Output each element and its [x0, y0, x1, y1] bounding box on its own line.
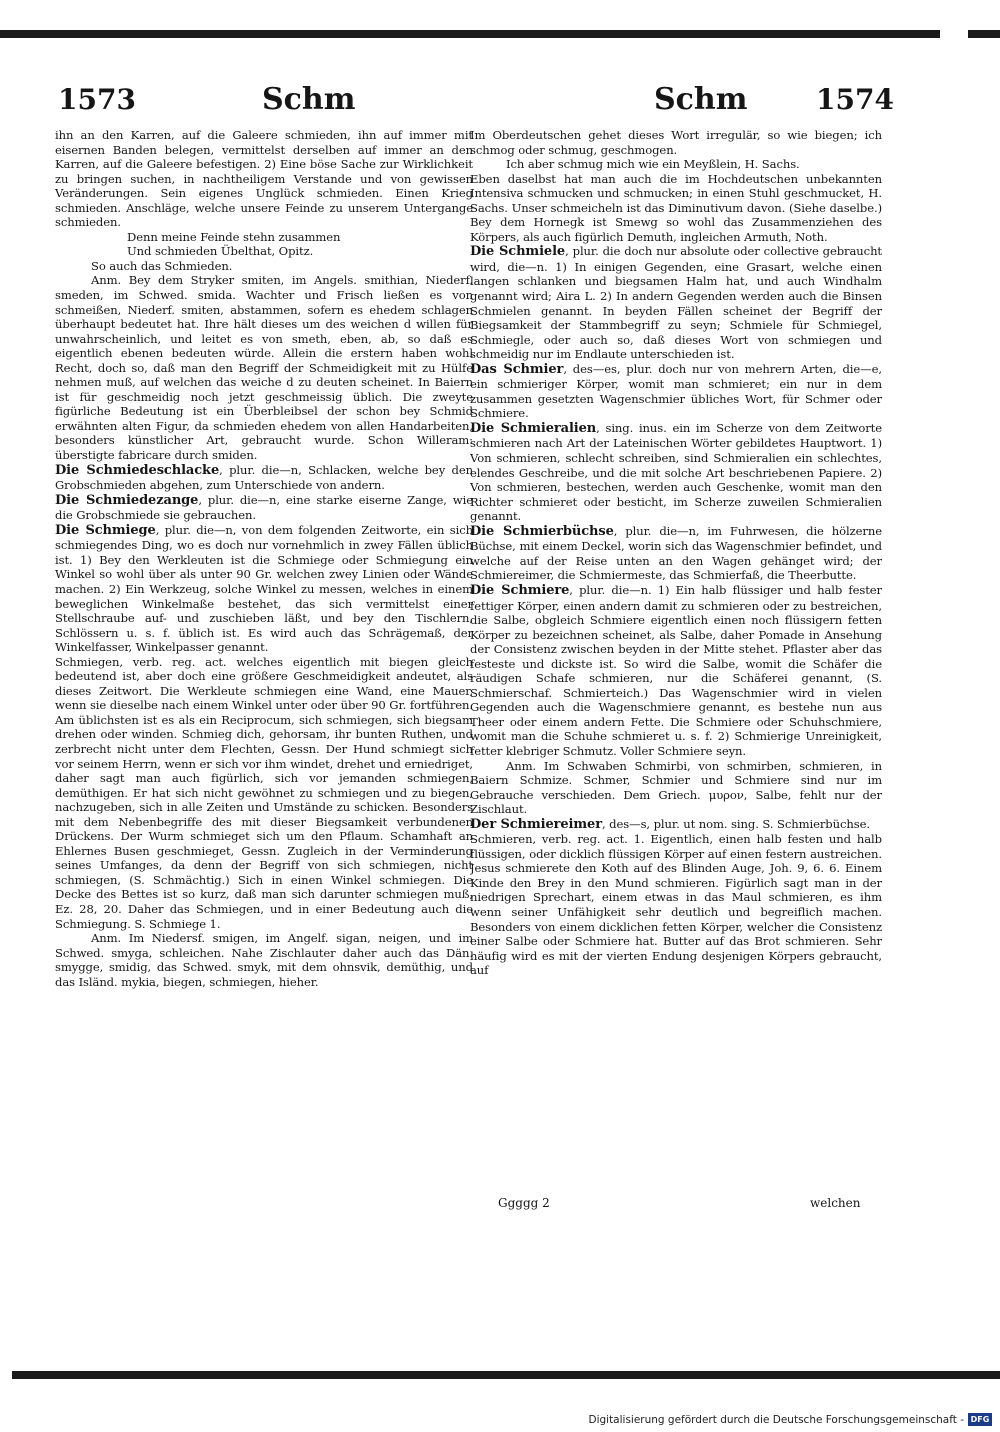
dictionary-paragraph [470, 244, 882, 361]
entry-headword: Die Schmieralien [470, 420, 597, 436]
left-text-column [55, 128, 473, 1218]
entry-headword: Die Schmiege [55, 522, 156, 538]
dictionary-paragraph: Im Oberdeutschen gehet dieses Wort irregulär, so wie biegen; ich schmog oder schmug, geschmogen. [470, 128, 882, 157]
left-page-number: 1573 [58, 83, 136, 116]
bottom-border-bar [12, 1371, 1000, 1379]
right-page-number: 1574 [816, 83, 894, 116]
entry-body: , plur. die—n. 1) Ein halb flüssiger und halb fester fettiger Körper, einen andern damit zu schmieren oder zu bestreichen, die Salbe, obgleich Schmiere eigentlich einen noch flüssigern fetten Körper zu bezeichnen scheinet, als Salbe, daher Pomade in Ansehung der Consistenz zwischen beyden in der Mitte stehet. Pflaster aber das festeste und dickste ist. So wird die Salbe, womit die Schäfer die räudigen Schafe schmieren, nur die Schäferei genannt, (S. Schmierschaf. Schmierteich.) Das Wagenschmier wird in vielen Gegenden auch die Wagenschmiere genannt, es bestehe nun aus Theer oder einem andern Fette. Die Schmiere oder Schuhschmiere, womit man die Schuhe schmieret u. s. f. 2) Schmierige Unreinigkeit, fetter klebriger Schmutz. Voller Schmiere seyn. [470, 582, 882, 758]
entry-headword: Die Schmiedezange [55, 492, 199, 508]
dictionary-paragraph: So auch das Schmieden. [91, 258, 233, 273]
left-running-head: Schm [262, 82, 356, 117]
dictionary-paragraph [55, 463, 473, 493]
dictionary-paragraph [470, 421, 882, 524]
entry-headword: Die Schmiele [470, 244, 566, 260]
entry-body: , plur. die—n, im Fuhrwesen, die hölzerne Büchse, mit einem Deckel, worin sich das Wagenschmier befindet, und welche auf der Reise unten an den Wagen gehänget wird; der Schmiereimer, die Schmiermeste, das Schmierfaß, die Theerbutte. [470, 523, 882, 583]
entry-body: , plur. die—n, eine starke eiserne Zange, wie die Grobschmiede sie gebrauchen. [55, 492, 473, 523]
entry-body: , des—es, plur. doch nur von mehrern Arten, die—e, ein schmieriger Körper, womit man schmieret; ein nur in dem zusammen gesetzten Wagenschmier übliches Wort, für Schmer oder Schmiere. [470, 361, 882, 421]
dictionary-paragraph [470, 583, 882, 759]
top-border-bar [0, 30, 1000, 38]
dictionary-paragraph [470, 817, 882, 833]
entry-headword: Der Schmiereimer [470, 816, 602, 832]
dictionary-paragraph: Schmieren, verb. reg. act. 1. Eigentlich, einen halb festen und halb flüssigen, oder dicklich flüssigen Körper auf einen festern austreichen. Jesus schmierete den Koth auf des Blinden Auge, Joh. 9, 6. 6. Einem Kinde den Brey in den Mund schmieren. Figürlich sagt man in der niedrigen Sprechart, einem etwas in das Maul schmieren, es ihm wenn seiner Unfähigkeit sehr deutlich und begreiflich machen. Besonders von einem dicklichen fetten Körper, welcher die Consistenz einer Salbe oder Schmiere hat. Butter auf das Brot schmieren. Sehr häufig wird es mit der vierten Endung desjenigen Körpers gebraucht, auf [470, 832, 882, 978]
dictionary-paragraph: ihn an den Karren, auf die Galeere schmieden, ihn auf immer mit eisernen Banden belegen, vermittelst derselben auf immer an den Karren, auf die Galeere befestigen. 2) Eine böse Sache zur Wirklichkeit zu bringen suchen, in nachtheiligem Verstande und von gewissen Veränderungen. Sein eigenes Unglück schmieden. Einen Krieg schmieden. Anschläge, welche unsere Feinde zu unserem Untergange schmieden. [55, 128, 473, 230]
right-text-column [470, 128, 882, 1203]
dictionary-paragraph: Anm. Bey dem Stryker smiten, im Angels. smithian, Niederf. smeden, im Schwed. smida. Wachter und Frisch ließen es von schmeißen, Niederf. smiten, abstammen, sofern es ehedem schlagen überhaupt bedeutet hat. Ihre hält dieses um des weichen d willen für unwahrscheinlich, und leitet es von smeth, eben, ab, so daß es eigentlich ebenen bedeuten würde. Allein die erstern haben wohl Recht, doch so, daß man den Begriff der Schmeidigkeit mit zu Hülfe nehmen muß, auf welchen das weiche d zu deuten scheinet. In Baiern ist für geschmeidig noch jetzt geschmeissig üblich. Die zweyte figürliche Bedeutung ist ein Überbleibsel der schon bey Schmid erwähnten alten Figur, da schmieden ehedem von allen Handarbeiten, besonders künstlicher Art, gebraucht wurde. Schon Willeram: überstigte fabricare durch smiden. [55, 273, 473, 463]
catchword: welchen [810, 1196, 861, 1210]
dfg-logo: DFG [968, 1413, 992, 1426]
dictionary-paragraph: Schmiegen, verb. reg. act. welches eigentlich mit biegen gleich bedeutend ist, aber doch eine größere Geschmeidigkeit andeutet, als dieses Zeitwort. Die Werkleute schmiegen eine Wand, eine Mauer, wenn sie dieselbe nach einem Winkel unter oder über 90 Gr. fortführen. Am üblichsten ist es als ein Reciprocum, sich schmiegen, sich biegsam drehen oder winden. Schmieg dich, gehorsam, ihr bunten Ruthen, und zerbrecht nicht unter dem Flechten, Gessn. Der Hund schmiegt sich vor seinem Herrn, wenn er sich vor ihm windet, drehet und erniedriget, daher sagt man auch figürlich, sich vor jemanden schmiegen, demüthigen. Er hat sich nicht gewöhnet zu schmiegen und zu biegen, nachzugeben, sich in alle Zeiten und Umstände zu schicken. Besonders mit dem Nebenbegriffe des mit dieser Biegsamkeit verbundenen Drückens. Der Wurm schmieget sich um den Pflaum. Schamhaft an Ehlernes Busen geschmieget, Gessn. Zugleich in der Verminderung seines Umfanges, da denn der Begriff von sich schmiegen, nicht schmiegen, (S. Schmächtig.) Sich in einen Winkel schmiegen. Die Decke des Bettes ist so kurz, daß man sich darunter schmiegen muß, Ez. 28, 20. Daher das Schmiegen, und in einer Bedeutung auch die Schmiegung. S. Schmiege 1. [55, 654, 473, 931]
signature-mark: Ggggg 2 [498, 1196, 550, 1210]
dictionary-paragraph [470, 362, 882, 421]
entry-headword: Das Schmier [470, 361, 564, 377]
entry-body: , plur. die—n, Schlacken, welche bey den Grobschmieden abgehen, zum Unterschiede von andern. [55, 462, 473, 493]
dictionary-paragraph: Denn meine Feinde stehn zusammen [127, 229, 341, 244]
entry-headword: Die Schmiere [470, 582, 570, 598]
right-running-head: Schm [654, 82, 748, 117]
dictionary-paragraph [470, 524, 882, 583]
entry-body: , plur. die doch nur absolute oder collective gebraucht wird, die—n. 1) In einigen Gegenden, eine Grasart, welche einen langen schlanken und biegsamen Halm hat, und auch Windhalm genannt wird; Aira L. 2) In andern Gegenden werden auch die Binsen Schmielen genannt. In beyden Fällen scheinet der Begriff der Biegsamkeit der Stammbegriff zu seyn; Schmiele für Schmiegel, Schmiegle, oder auch so, daß dieses Wort von schmiegen und schmeidig nur im Endlaute unterschieden ist. [470, 244, 882, 362]
dictionary-paragraph [55, 493, 473, 523]
dictionary-paragraph: Anm. Im Schwaben Schmirbi, von schmirben, schmieren, in Baiern Schmize. Schmer, Schmier und Schmiere sind nur im Gebrauche verschieden. Dem Griech. μυρον, Salbe, fehlt nur der Zischlaut. [470, 758, 882, 817]
dictionary-paragraph [55, 523, 473, 655]
top-border-gap [940, 30, 968, 38]
dictionary-paragraph: Eben daselbst hat man auch die im Hochdeutschen unbekannten Intensiva schmucken und schmucken; in einen Stuhl geschmucket, H. Sachs. Unser schmeicheln ist das Diminutivum davon. (Siehe daselbe.) Bey dem Hornegk ist Smewg so wohl das Zusammenziehen des Körpers, als auch figürlich Demuth, ingleichen Armuth, Noth. [470, 171, 882, 244]
dictionary-paragraph: Anm. Im Niedersf. smigen, im Angelf. sigan, neigen, und im Schwed. smyga, schleichen. Nahe Zischlauter daher auch das Dän. smygge, smidig, das Schwed. smyk, mit dem ohnsvik, demüthig, und das Isländ. mykia, biegen, schmiegen, hieher. [55, 931, 473, 989]
entry-body: , plur. die—n, von dem folgenden Zeitworte, ein sich schmiegendes Ding, wo es doch nur vornehmlich in zwey Fällen üblich ist. 1) Bey den Werkleuten ist die Schmiege oder Schmiegung ein Winkel so wohl über als unter 90 Gr. welchen zwey Linien oder Wände machen. 2) Ein Werkzeug, solche Winkel zu messen, welches in einem beweglichen Winkelmaße bestehet, das sich vermittelst einer Stellschraube auf- und zuschieben läßt, und bey den Tischlern, Schlössern u. s. f. üblich ist. Es wird auch das Schrägemaß, der Winkelfasser, Winkelpasser genannt. [55, 522, 473, 655]
dictionary-paragraph: Ich aber schmug mich wie ein Meyßlein, H. Sachs. [506, 157, 800, 172]
entry-body: , sing. inus. ein im Scherze von dem Zeitworte schmieren nach Art der Lateinischen Wörter gebildetes Hauptwort. 1) Von schmieren, schlecht schreiben, sind Schmieralien ein schlechtes, elendes Geschreibe, und die mit solche Art beschriebenen Papiere. 2) Von schmieren, bestechen, werden auch Geschenke, womit man den Richter schmieret oder besticht, im Scherze zuweilen Schmieralien genannt. [470, 420, 882, 524]
digitization-credit: Digitalisierung gefördert durch die Deutsche Forschungsgemeinschaft - [588, 1414, 964, 1426]
entry-headword: Die Schmierbüchse [470, 523, 614, 539]
entry-headword: Die Schmiedeschlacke [55, 462, 220, 478]
dictionary-paragraph: Und schmieden Übelthat, Opitz. [127, 244, 314, 259]
entry-body: , des—s, plur. ut nom. sing. S. Schmierbüchse. [601, 816, 870, 831]
